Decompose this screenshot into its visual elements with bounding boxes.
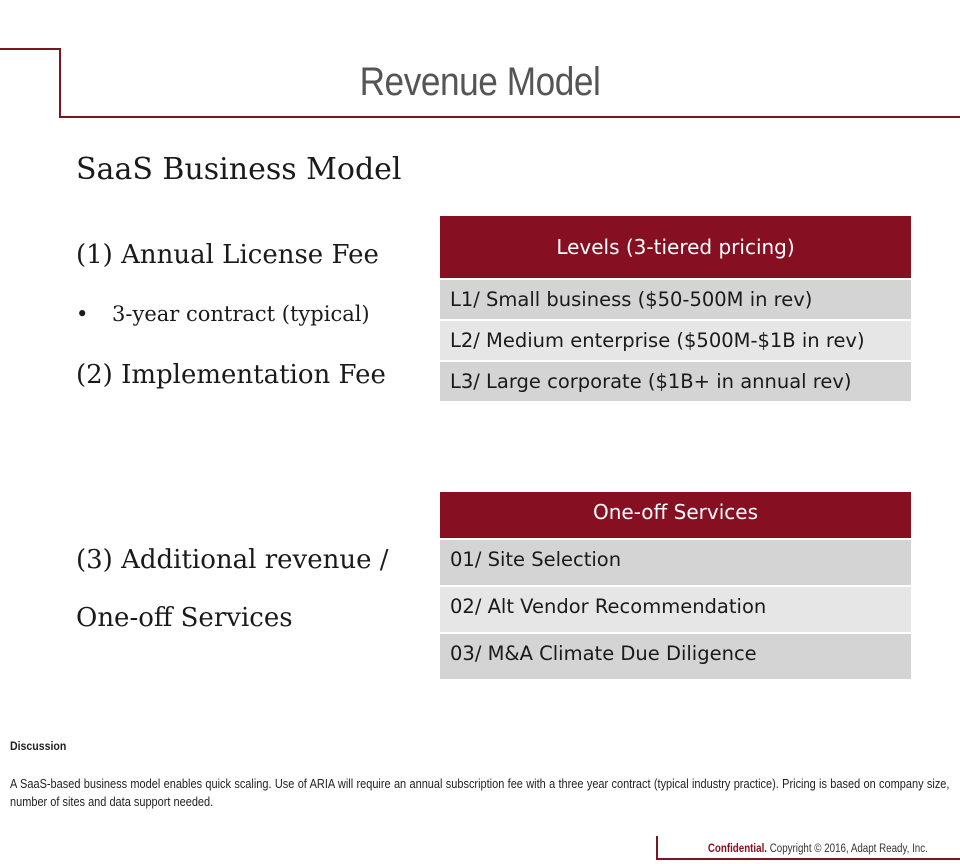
title-rule-top xyxy=(0,48,60,50)
discussion-text: A SaaS-based business model enables quick scaling. Use of ARIA will require an annual subscription fee with a three year contract (typical industry practice). Pricing is based on company size, number of sites and data support needed. xyxy=(10,777,950,809)
table-row: L3/ Large corporate ($1B+ in annual rev) xyxy=(440,360,911,401)
bullet-item xyxy=(76,302,370,326)
services-table xyxy=(440,492,911,679)
confidential-label: Confidential. xyxy=(707,843,768,855)
bullet-text: 3-year contract (typical) xyxy=(112,302,370,326)
additional-revenue-line1: (3) Additional revenue / xyxy=(76,545,389,575)
discussion-title: Discussion xyxy=(10,739,67,753)
levels-table xyxy=(440,216,911,401)
table-row: 02/ Alt Vendor Recommendation xyxy=(440,585,911,632)
table-row: L2/ Medium enterprise ($500M-$1B in rev) xyxy=(440,319,911,360)
page-title: Revenue Model xyxy=(359,60,601,104)
section-heading: SaaS Business Model xyxy=(76,152,402,187)
annual-license-fee: (1) Annual License Fee xyxy=(76,240,379,270)
footer-rule-bottom xyxy=(656,858,960,860)
copyright-text: Copyright © 2016, Adapt Ready, Inc. xyxy=(767,843,928,855)
implementation-fee: (2) Implementation Fee xyxy=(76,360,386,390)
bullet-symbol: • xyxy=(76,302,89,326)
table-row: 01/ Site Selection xyxy=(440,538,911,585)
footer-rule-vertical xyxy=(656,836,658,860)
services-table-header: One-off Services xyxy=(440,492,911,538)
footer-copyright xyxy=(708,843,928,855)
table-row: L1/ Small business ($50-500M in rev) xyxy=(440,278,911,319)
title-rule-bottom xyxy=(59,116,960,118)
levels-table-header: Levels (3-tiered pricing) xyxy=(440,216,911,278)
additional-revenue-line2: One-off Services xyxy=(76,603,293,633)
table-row: 03/ M&A Climate Due Diligence xyxy=(440,632,911,679)
